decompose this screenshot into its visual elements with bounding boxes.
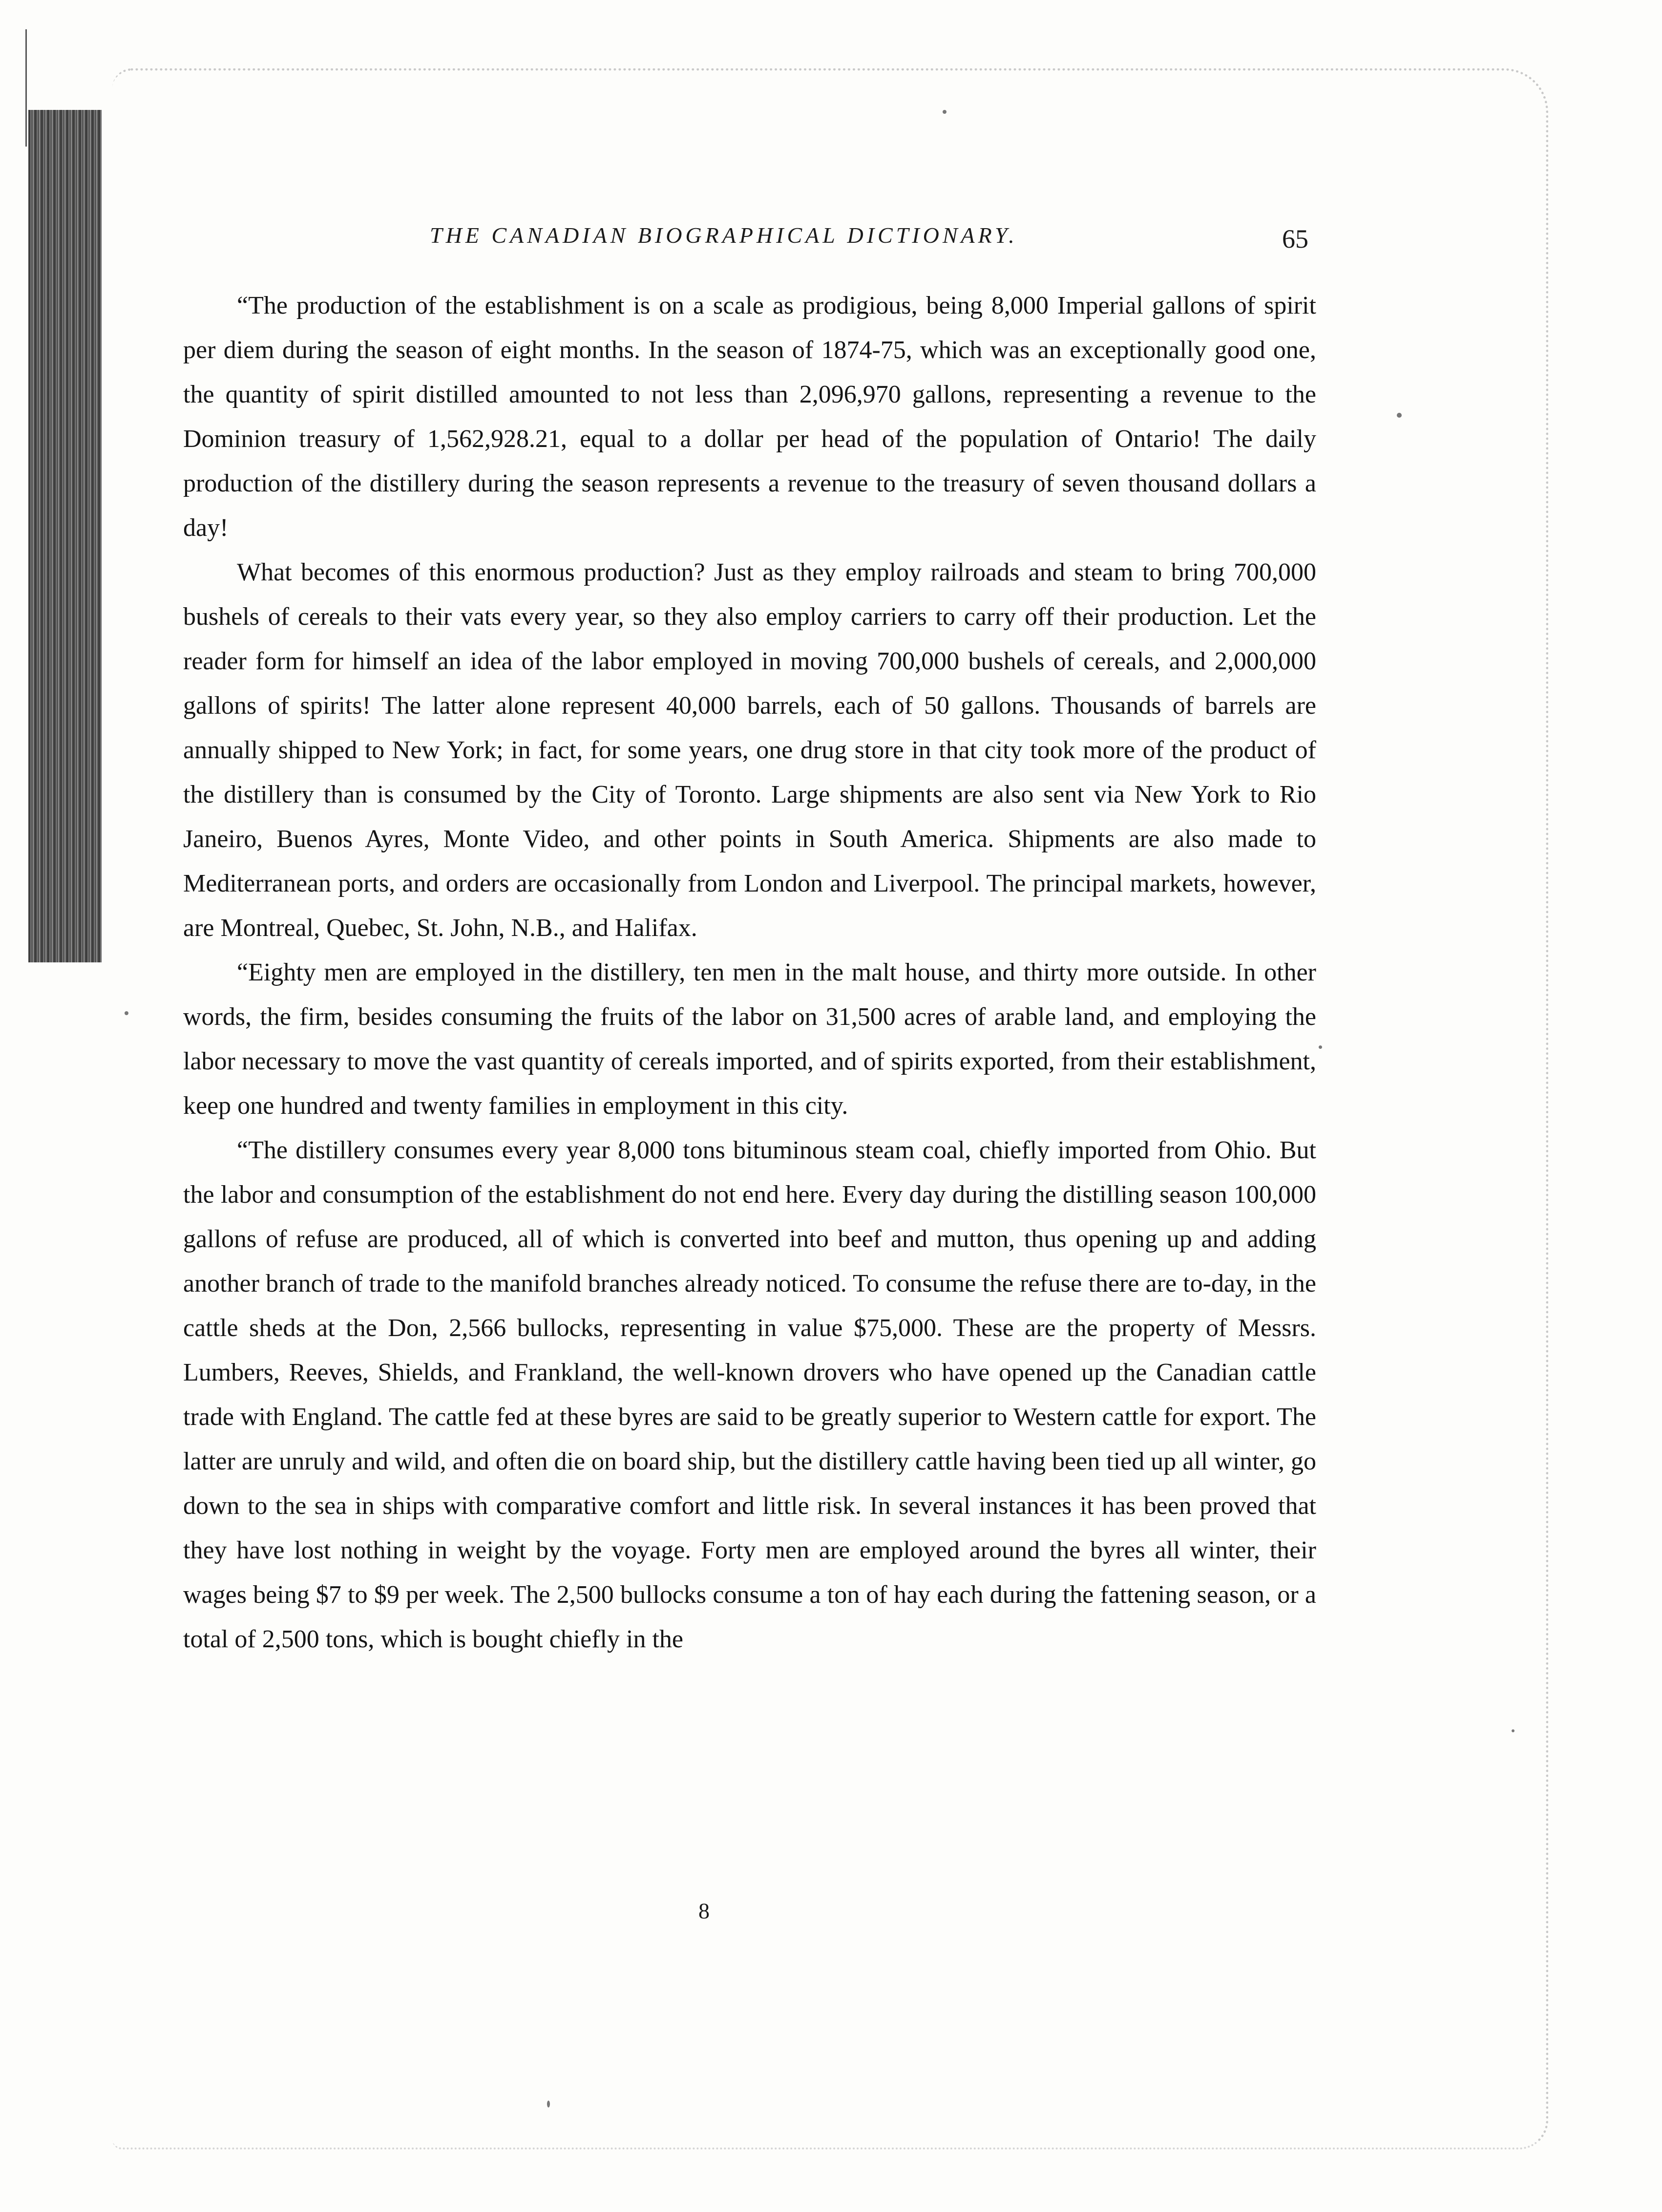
page-number: 65 [1282,224,1308,254]
binding-rule [25,29,27,147]
scan-speck [943,110,947,114]
scan-speck [1397,413,1402,418]
scan-speck [547,2101,550,2107]
paragraph: “The production of the establishment is on a scale as prodigious, being 8,000 Imperial gallons of spirit per diem during the season of eight months. In the season of 1874-75, which was an exceptionally good one, the quantity of spirit distilled amounted to not less than 2,096,970 gallons, representing a revenue to the Dominion treasury of 1,562,928.21, equal to a dollar per head of the population of Ontario! The daily production of the distillery during the season represents a revenue to the treasury of seven thousand dollars a day! [183,292,1316,542]
body-text [183,283,1316,1661]
paragraph: “Eighty men are employed in the distillery, ten men in the malt house, and thirty more outside. In other words, the firm, besides consuming the fruits of the labor on 31,500 acres of arable land, and employing the labor necessary to move the vast quantity of cereals imported, and of spirits exported, from their establishment, keep one hundred and twenty families in employment in this city. [183,958,1316,1120]
binding-shadow [28,110,102,962]
signature-mark: 8 [698,1898,710,1923]
scan-speck [125,1011,128,1015]
paragraph: “The distillery consumes every year 8,000 tons bituminous steam coal, chiefly imported from Ohio. But the labor and consumption of the establishment do not end here. Every day during the distilling season 100,000 gallons of refuse are produced, all of which is converted into beef and mutton, thus opening up and adding another branch of trade to the manifold branches already noticed. To consume the refuse there are to-day, in the cattle sheds at the Don, 2,566 bullocks, representing in value $75,000. These are the property of Messrs. Lumbers, Reeves, Shields, and Frankland, the well-known drovers who have opened up the Canadian cattle trade with England. The cattle fed at these byres are said to be greatly superior to Western cattle for export. The latter are unruly and wild, and often die on board ship, but the distillery cattle having been tied up all winter, go down to the sea in ships with comparative comfort and little risk. In several instances it has been proved that they have lost nothing in weight by the voyage. Forty men are employed around the byres all winter, their wages being $7 to $9 per week. The 2,500 bullocks consume a ton of hay each during the fattening season, or a total of 2,500 tons, which is bought chiefly in the [183,1136,1316,1653]
paragraph: What becomes of this enormous production? Just as they employ railroads and steam to bring 700,000 bushels of cereals to their vats every year, so they also employ carriers to carry off their production. Let the reader form for himself an idea of the labor employed in moving 700,000 bushels of cereals, and 2,000,000 gallons of spirits! The latter alone represent 40,000 barrels, each of 50 gallons. Thousands of barrels are annually shipped to New York; in fact, for some years, one drug store in that city took more of the product of the distillery than is consumed by the City of Toronto. Large shipments are also sent via New York to Rio Janeiro, Buenos Ayres, Monte Video, and other points in South America. Shipments are also made to Mediterranean ports, and orders are occasionally from London and Liverpool. The principal markets, however, are Montreal, Quebec, St. John, N.B., and Halifax. [183,558,1316,942]
scan-speck [1319,1045,1322,1049]
scan-speck [1512,1729,1515,1732]
running-head: THE CANADIAN BIOGRAPHICAL DICTIONARY. [430,223,1018,248]
